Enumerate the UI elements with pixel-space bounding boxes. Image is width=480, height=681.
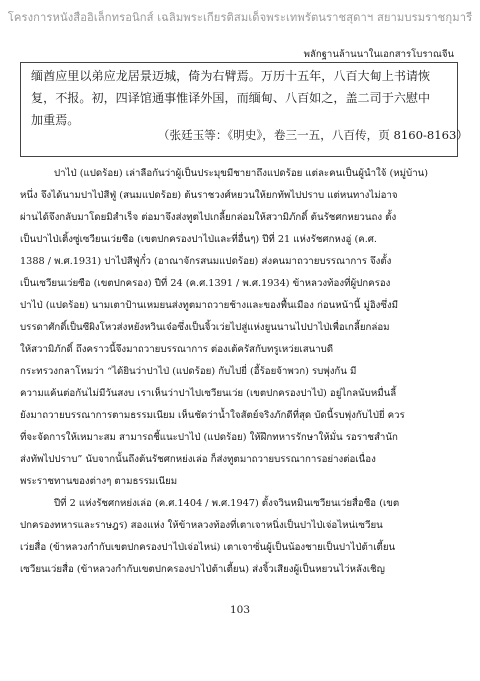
quote-line: 复，不报。初，四译馆通事惟译外国，而缅甸、八百如之，盖二司于六慰中 [31, 91, 431, 105]
quote-citation: （张廷玉等：《明史》，卷三一五，八百传，页 8160-8163） [157, 128, 468, 142]
paragraph-line: บรรดาศักดิ์เป็นซีผิงโหวส่งหยังหวินเจ๋อซึ่งเป็นจิ้วเว่ยไปสู่แห่งยูนนานไปปาไป่เพื่อเกลี้ยกล่อม [20, 322, 390, 333]
paragraph-line: กระทรวงกลาโหมว่า “ได้ยินว่าปาไป่ (แปดร้อย) กับไปยี่ (อี้ร้อยจ้าพวก) รบพุ่งกัน มี [20, 366, 357, 377]
page-number: 103 [229, 604, 251, 616]
quote-line: 加重焉。 [31, 113, 80, 127]
project-header: โครงการหนังสืออิเล็กทรอนิกส์ เฉลิมพระเกียรติสมเด็จพระเทพรัตนราชสุดาฯ สยามบรมราชกุมารี [7, 11, 473, 24]
paragraph-line: 1388 / พ.ศ.1931) ปาไป่สีฟู่กั๋ว (อาณาจักรสนมแปดร้อย) ส่งคนมาถวายบรรณาการ จึงตั้ง [20, 256, 392, 267]
paragraph-line: ปาไป่ (แปดร้อย) นามเตาป้านเหมยนส่งทูตมาถวายช้างและของพื้นเมือง ก่อนหน้านี้ มู่อิงซึ่งมี [20, 300, 399, 311]
paragraph-line: เว่ยสื่อ (ข้าหลวงกำกับเขตปกครองปาไป่เจ่อไหน่) เตาเจาซั่นผู้เป็นน้องชายเป็นปาไป่ต้าเตี้ยน [20, 542, 396, 553]
paragraph-line: หนึ่ง จึงได้นามปาไป่สีฟู่ (สนมแปดร้อย) ต้นราชวงศ์หยวนให้ยกทัพไปปราบ แต่หนทางไม่อาจ [20, 190, 398, 201]
paragraph-line: ส่งทัพไปปราบ” นับจากนั้นถึงต้นรัชศกหย่งเล่อ ก็ส่งทูตมาถวายบรรณาการอย่างต่อเนื่อง [20, 454, 376, 465]
paragraph-line: ปาไป่ (แปดร้อย) เล่าลือกันว่าผู้เป็นประมุขมีชายาถึงแปดร้อย แต่ละคนเป็นผู้นำใจ้ (หมู่บ้าน) [54, 168, 429, 179]
paragraph-line: ยังมาถวายบรรณาการตามธรรมเนียม เห็นชัดว่าน้ำใจสัตย์จริงภักดีที่สุด บัดนี้รบพุ่งกับไป่ยี่ ควร [20, 410, 405, 421]
paragraph-line: พระราชทานของต่างๆ ตามธรรมเนียม [20, 476, 178, 487]
paragraph-line: ปีที่ 2 แห่งรัชศกหย่งเล่อ (ค.ศ.1404 / พ.ศ.1947) ตั้งจวินหมินเซวียนเว่ยสื่อซือ (เขต [54, 498, 400, 509]
quote-line: 缅酋应里以弟应龙居景迈城，倚为右臂焉。万历十五年，八百大甸上书请恢 [31, 69, 431, 83]
paragraph-line: ผ่านได้จึงกลับมาโดยมิสำเร็จ ต่อมาจึงส่งทูตไปเกลี้ยกล่อมให้สวามิภักดิ์ ต้นรัชศกหยวนถง ตั้ง [20, 212, 397, 223]
paragraph-line: ปกครองทหารและราษฎร) สองแห่ง ให้ข้าหลวงท้องที่เตาเจาหนิ่งเป็นปาไป่เจ่อไหน่เซวียน [20, 520, 383, 531]
paragraph-line: เป็นเซวียนเว่ยซือ (เขตปกครอง) ปีที่ 24 (ค.ศ.1391 / พ.ศ.1934) ข้าหลวงท้องที่ผู้ปกครอง [20, 278, 391, 289]
paragraph-line: ที่จะจัดการให้เหมาะสม สามารถชี้แนะปาไป่ (แปดร้อย) ให้ฝึกทหารรักษาให้มั่น รอราชสำนัก [20, 432, 398, 443]
running-head: พลักฐานล้านนาในเอกสารโบราณจีน [303, 49, 454, 60]
paragraph-line: เซวียนเว่ยสื่อ (ข้าหลวงกำกับเขตปกครองปาไป่ต้าเตี้ยน) ส่งจิ้วเสียงผู้เป็นหยวนไว่หลังเชิญ [20, 564, 385, 575]
paragraph-line: เป็นปาไป่เติ้งซู่เซวียนเว่ยซือ (เขตปกครองปาไป่และที่อื่นๆ) ปีที่ 21 แห่งรัชศกหงอู่ (ค.ศ. [20, 234, 378, 245]
paragraph-line: ความแค้นต่อกันไม่มีวันสงบ เราเห็นว่าปาไปเซวียนเว่ย (เขตปกครองปาไป่) อยู่ไกลนับหมื่นลี้ [20, 388, 397, 399]
body-text [20, 163, 458, 581]
paragraph-line: ให้สวามิภักดิ์ ถึงคราวนี้จึงมาถวายบรรณาการ ต่องเต้ครัสกับทรูเหว่ยเสนาบดี [20, 344, 334, 355]
